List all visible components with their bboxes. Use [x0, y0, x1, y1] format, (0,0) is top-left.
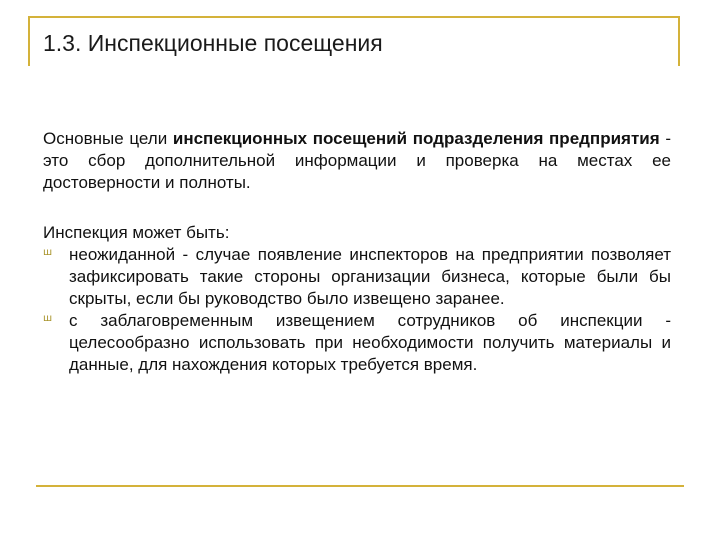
- goal-lead: Основные цели: [43, 129, 173, 148]
- bullet-icon: ш: [43, 313, 53, 324]
- slide-title: 1.3. Инспекционные посещения: [43, 30, 383, 56]
- inspection-intro: Инспекция может быть:: [43, 223, 230, 242]
- goal-paragraph: [43, 128, 671, 194]
- title-frame-right-edge: [678, 16, 680, 66]
- paragraph-gap: [43, 194, 671, 222]
- slide-body: [43, 128, 671, 376]
- goal-bold: инспекционных посещений подразделения предприятия: [172, 129, 660, 148]
- bullet-item: [43, 244, 671, 310]
- bottom-divider: [36, 485, 684, 487]
- goal-rest: - это сбор дополнительной информации и проверка на местах ее достоверности и полноты.: [43, 129, 671, 192]
- bullet-icon: ш: [43, 247, 53, 258]
- bullet-item: [43, 310, 671, 376]
- bullet-text: неожиданной - случае появление инспекторов на предприятии позволяет зафиксировать такие стороны организации бизнеса, которые были бы скрыты, если бы руководство было извещено заранее.: [69, 245, 671, 308]
- bullet-text: с заблаговременным извещением сотрудников об инспекции - целесообразно использовать при необходимости получить материалы и данные, для нахождения которых требуется время.: [69, 311, 671, 374]
